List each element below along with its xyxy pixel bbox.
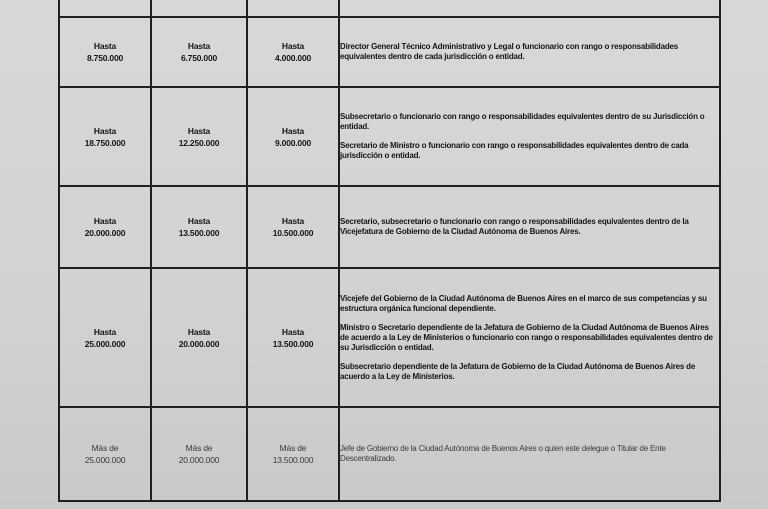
amount-cell-col3 <box>247 17 339 87</box>
amount-value: 10.500.000 <box>272 228 314 238</box>
amount-value: 13.500.000 <box>272 455 314 465</box>
description-cell <box>339 87 720 186</box>
amount-label: Hasta <box>187 125 211 136</box>
table-cell <box>59 0 151 17</box>
amount-label: Más de <box>185 443 213 453</box>
description-cell <box>339 186 720 268</box>
amount-label: Más de <box>279 443 307 453</box>
description-paragraph: Secretario de Ministro o funcionario con rango o responsabilidades equivalentes dentro de cada jurisdicción o entidad. <box>340 141 689 160</box>
amount-label: Hasta <box>281 41 305 51</box>
amount-cell-col1 <box>59 268 151 407</box>
amount-label: Hasta <box>281 125 305 136</box>
table-row <box>59 268 720 407</box>
amount-cell-col2 <box>151 87 247 186</box>
description-paragraph: Director General Técnico Administrativo y Legal o funcionario con rango o responsabilidades equivalentes dentro de cada jurisdicción o entidad. <box>340 42 679 61</box>
amount-cell-col3 <box>247 407 339 501</box>
amount-value: 18.750.000 <box>84 137 126 148</box>
amount-cell-col3 <box>247 87 339 186</box>
description-cell <box>339 17 720 87</box>
amount-value: 12.250.000 <box>178 137 220 148</box>
amount-cell-col2 <box>151 268 247 407</box>
amount-cell-col3 <box>247 268 339 407</box>
description-paragraph: Ministro o Secretario dependiente de la Jefatura de Gobierno de la Ciudad Autónoma de Buenos Aires de acuerdo a la Ley de Ministerios o funcionario con rango o responsabilidades equivalentes dentro de su Jurisdicción o entidad. <box>340 322 713 352</box>
amount-value: 4.000.000 <box>274 53 311 63</box>
description-paragraph: Jefe de Gobierno de la Ciudad Autónoma de Buenos Aires o quien este delegue o Titular de Ente Descentralizado. <box>340 444 666 463</box>
table-cell <box>247 0 339 17</box>
amount-cell-col2 <box>151 407 247 501</box>
table-row <box>59 17 720 87</box>
amount-value: 8.750.000 <box>86 53 123 63</box>
amount-label: Hasta <box>187 41 211 51</box>
amount-value: 20.000.000 <box>84 228 126 238</box>
description-paragraph: Subsecretario o funcionario con rango o responsabilidades equivalentes dentro de su Jurisdicción o entidad. <box>340 112 705 131</box>
amount-label: Hasta <box>93 41 117 51</box>
amount-label: Hasta <box>93 125 117 136</box>
amount-label: Hasta <box>93 326 117 337</box>
table-row <box>59 87 720 186</box>
description-cell <box>339 268 720 407</box>
amount-label: Hasta <box>187 326 211 337</box>
table-cell <box>151 0 247 17</box>
table-row-top-edge <box>59 0 720 17</box>
table-row <box>59 186 720 268</box>
amount-cell-col2 <box>151 186 247 268</box>
amount-value: 9.000.000 <box>274 137 311 148</box>
amount-label: Hasta <box>281 326 305 337</box>
table-row <box>59 407 720 501</box>
amount-value: 13.500.000 <box>178 228 220 238</box>
amount-value: 20.000.000 <box>178 455 220 465</box>
amount-cell-col1 <box>59 17 151 87</box>
amount-label: Hasta <box>281 216 305 226</box>
amount-cell-col1 <box>59 87 151 186</box>
amount-value: 13.500.000 <box>272 338 314 349</box>
amount-label: Hasta <box>187 216 211 226</box>
amount-cell-col2 <box>151 17 247 87</box>
amount-cell-col1 <box>59 186 151 268</box>
description-paragraph: Vicejefe del Gobierno de la Ciudad Autónoma de Buenos Aires en el marco de sus competencias y su estructura orgánica funcional dependiente. <box>340 293 707 313</box>
description-paragraph: Subsecretario dependiente de la Jefatura de Gobierno de la Ciudad Autónoma de Buenos Aires de acuerdo a la Ley de Ministerios. <box>340 361 696 381</box>
amount-value: 25.000.000 <box>84 455 126 465</box>
amount-label: Más de <box>91 443 119 453</box>
table-cell <box>339 0 720 17</box>
amount-value: 25.000.000 <box>84 338 126 349</box>
description-cell <box>339 407 720 501</box>
description-paragraph: Secretario, subsecretario o funcionario con rango o responsabilidades equivalentes dentro de la Vicejefatura de Gobierno de la Ciudad Autónoma de Buenos Aires. <box>340 217 689 236</box>
salary-table <box>58 0 721 502</box>
amount-cell-col1 <box>59 407 151 501</box>
amount-cell-col3 <box>247 186 339 268</box>
amount-value: 20.000.000 <box>178 338 220 349</box>
amount-value: 6.750.000 <box>180 53 217 63</box>
amount-label: Hasta <box>93 216 117 226</box>
